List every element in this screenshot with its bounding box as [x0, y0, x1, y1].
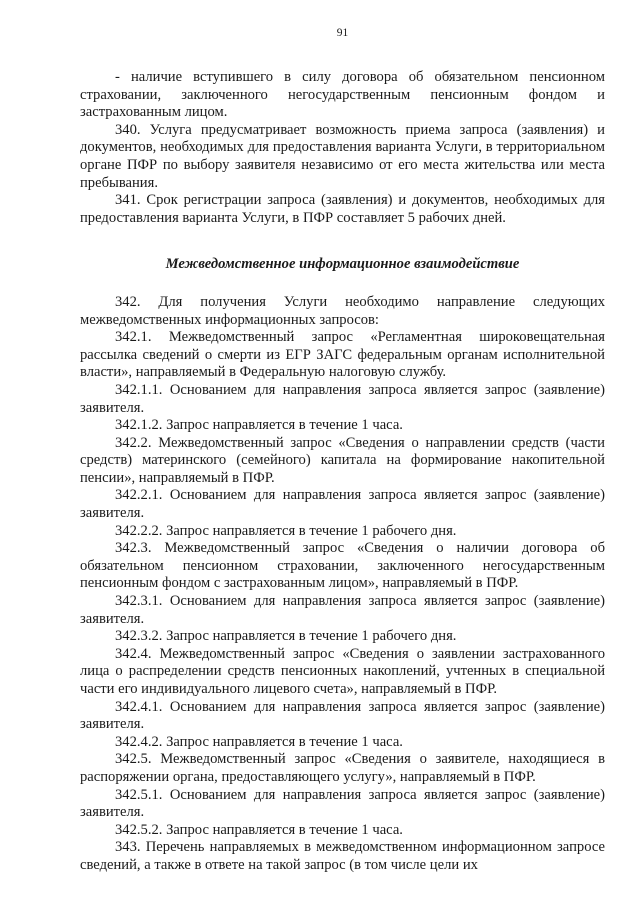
- paragraph: 342.4.2. Запрос направляется в течение 1 часа.: [115, 733, 403, 750]
- paragraph: 342.1.2. Запрос направляется в течение 1 часа.: [115, 417, 403, 434]
- paragraph: 341. Срок регистрации запроса (заявления) и документов, необходимых для предоставления варианта Услуги, в ПФР составляет 5 рабочих дней.: [80, 192, 605, 226]
- paragraph: 342.3.1. Основанием для направления запроса является запрос (заявление) заявителя.: [80, 593, 605, 627]
- paragraph: - наличие вступившего в силу договора об обязательном пенсионном страховании, заключенного негосударственным пенсионным фондом и застрахованным лицом.: [80, 69, 605, 121]
- paragraph: 342.1.1. Основанием для направления запроса является запрос (заявление) заявителя.: [80, 381, 605, 416]
- page-number: 91: [336, 27, 349, 39]
- paragraph: 342.1. Межведомственный запрос «Регламентная широковещательная рассылка сведений о смерти из ЕГР ЗАГС федеральным органам исполнительной власти», направляемый в Федеральную налоговую службу.: [80, 329, 605, 381]
- paragraph: 342.2. Межведомственный запрос «Сведения о направлении средств (части средств) материнского (семейного) капитала на формирование накопительной пенсии», направляемый в ПФР.: [80, 434, 605, 486]
- section-after-heading: [80, 294, 605, 875]
- paragraph: 342. Для получения Услуги необходимо направление следующих межведомственных информационных запросов:: [80, 293, 605, 328]
- section-heading: Межведомственное информационное взаимодействие: [165, 256, 520, 273]
- section-before-heading: [80, 69, 605, 227]
- paragraph: 342.3.2. Запрос направляется в течение 1 рабочего дня.: [115, 628, 457, 645]
- paragraph: 342.5.1. Основанием для направления запроса является запрос (заявление) заявителя.: [80, 786, 605, 821]
- paragraph: 342.5. Межведомственный запрос «Сведения о заявителе, находящиеся в распоряжении органа, предоставляющего услугу», направляемый в ПФР.: [80, 751, 605, 785]
- paragraph: 340. Услуга предусматривает возможность приема запроса (заявления) и документов, необходимых для предоставления варианта Услуги, в территориальном органе ПФР по выбору заявителя независимо от его места жительства или места пребывания.: [80, 121, 605, 191]
- paragraph: 342.4.1. Основанием для направления запроса является запрос (заявление) заявителя.: [80, 698, 605, 733]
- paragraph: 342.5.2. Запрос направляется в течение 1 часа.: [115, 821, 403, 838]
- paragraph: 342.2.1. Основанием для направления запроса является запрос (заявление) заявителя.: [80, 487, 605, 522]
- paragraph: 342.3. Межведомственный запрос «Сведения о наличии договора об обязательном пенсионном страховании, заключенного негосударственным пенсионным фондом с застрахованным лицом», направляемый в ПФР.: [80, 540, 605, 592]
- paragraph: 342.4. Межведомственный запрос «Сведения о заявлении застрахованного лица о распределении средств пенсионных накоплений, учтенных в специальной части его индивидуального лицевого счета», направляемый в ПФР.: [80, 645, 605, 697]
- paragraph: 343. Перечень направляемых в межведомственном информационном запросе сведений, а также в ответе на такой запрос (в том числе цели их: [80, 839, 605, 873]
- paragraph: 342.2.2. Запрос направляется в течение 1 рабочего дня.: [115, 522, 457, 539]
